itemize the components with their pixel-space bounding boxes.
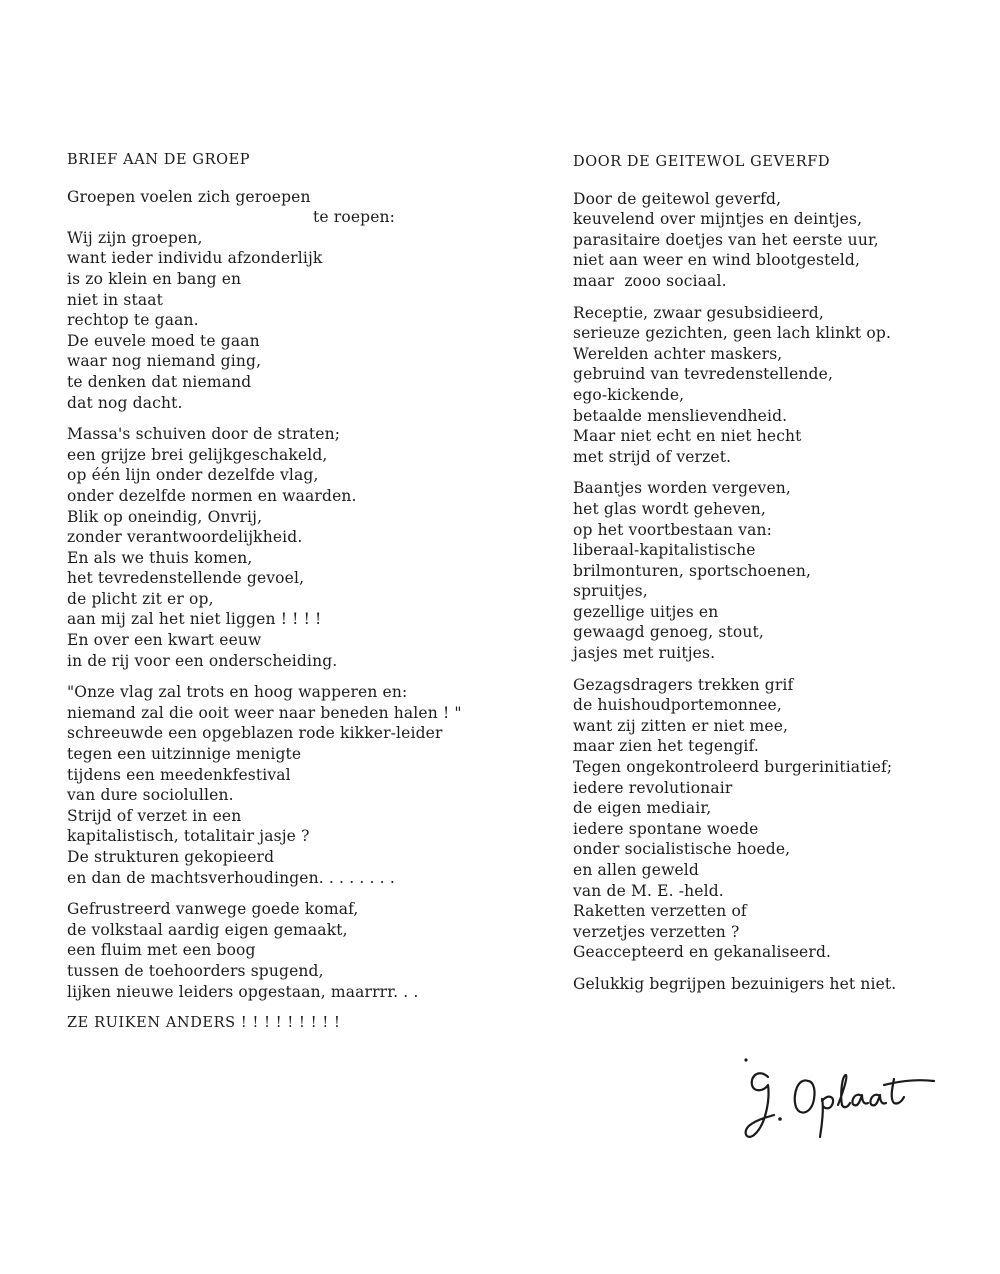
poem-line: van de M. E. -held. <box>573 881 724 900</box>
poem-line: Gefrustreerd vanwege goede komaf, <box>67 900 359 919</box>
poem-line: maar zien het tegengif. <box>573 737 759 756</box>
poem-line: Raketten verzetten of <box>573 902 747 921</box>
stanza <box>573 189 993 292</box>
poem-line: Maar niet echt en niet hecht <box>573 427 802 446</box>
poem-line: De strukturen gekopieerd <box>67 848 275 866</box>
poem-line: maar zooo sociaal. <box>573 271 727 290</box>
poem-line: en dan de machtsverhoudingen. . . . . . . . <box>67 868 395 887</box>
poem-brief-aan-de-groep <box>67 150 507 1034</box>
poem-line: Receptie, zwaar gesubsidieerd, <box>573 303 824 322</box>
poem-line: Werelden achter maskers, <box>573 344 783 363</box>
poem-line: tussen de toehoorders spugend, <box>67 961 324 980</box>
poem-line: tijdens een meedenkfestival <box>67 765 291 784</box>
poem-line: jasjes met ruitjes. <box>573 644 716 663</box>
poem-line: onder socialistische hoede, <box>573 840 791 859</box>
poem-body <box>67 187 507 1003</box>
poem-line: niet aan weer en wind blootgesteld, <box>573 251 861 270</box>
poem-line: rechtop te gaan. <box>67 311 199 330</box>
poem-line: kapitalistisch, totalitair jasje ? <box>67 827 310 846</box>
poem-line: serieuze gezichten, geen lach klinkt op. <box>573 324 892 343</box>
poem-line: op één lijn onder dezelfde vlag, <box>67 466 319 485</box>
poem-line: een grijze brei gelijkgeschakeld, <box>67 445 328 464</box>
poem-door-de-geitewol-geverfd <box>573 152 993 1006</box>
poem-line: op het voortbestaan van: <box>573 520 773 539</box>
poem-line: in de rij voor een onderscheiding. <box>67 651 338 670</box>
signature-strokes <box>744 1058 934 1137</box>
stanza <box>67 899 507 1002</box>
poem-line: ego-kickende, <box>573 385 685 404</box>
poem-line: aan mij zal het niet liggen ! ! ! ! <box>67 610 322 629</box>
poem-line: niet in staat <box>67 290 163 309</box>
poem-title: DOOR DE GEITEWOL GEVERFD <box>573 154 831 170</box>
poem-line: de volkstaal aardig eigen gemaakt, <box>67 920 348 939</box>
poem-line: En als we thuis komen, <box>67 548 253 567</box>
poem-line: gewaagd genoeg, stout, <box>573 623 764 642</box>
poem-line: iedere spontane woede <box>573 819 759 838</box>
stanza <box>67 682 507 888</box>
poem-line: onder dezelfde normen en waarden. <box>67 486 357 505</box>
poem-line: Baantjes worden vergeven, <box>573 479 791 498</box>
poem-line: liberaal-kapitalistische <box>573 541 756 560</box>
poem-line: de eigen mediair, <box>573 799 712 818</box>
poem-line: de plicht zit er op, <box>67 589 214 608</box>
stanza <box>67 187 507 414</box>
poem-line: Door de geitewol geverfd, <box>573 189 782 208</box>
poem-line: waar nog niemand ging, <box>67 352 262 371</box>
poem-line: met strijd of verzet. <box>573 447 732 466</box>
poem-closing-line: ZE RUIKEN ANDERS ! ! ! ! ! ! ! ! ! <box>67 1015 341 1032</box>
poem-line: lijken nieuwe leiders opgestaan, maarrrr. . . <box>67 982 419 1001</box>
signature-dot <box>744 1058 747 1061</box>
poem-line: zonder verantwoordelijkheid. <box>67 528 303 547</box>
poem-line: Groepen voelen zich geroepen <box>67 187 311 206</box>
poem-line: keuvelend over mijntjes en deintjes, <box>573 210 863 229</box>
poem-line: iedere revolutionair <box>573 778 733 797</box>
handwritten-signature <box>738 1055 938 1145</box>
poem-line: verzetjes verzetten ? <box>573 922 740 941</box>
poem-line: te roepen: <box>313 208 396 227</box>
poem-line: De euvele moed te gaan <box>67 331 260 350</box>
poem-line: gezellige uitjes en <box>573 602 719 621</box>
poem-line: gebruind van tevredenstellende, <box>573 365 834 384</box>
poem-line: schreeuwde een opgeblazen rode kikker-leider <box>67 724 443 743</box>
stanza <box>67 424 507 671</box>
poem-line: "Onze vlag zal trots en hoog wapperen en: <box>67 683 408 702</box>
poem-title: BRIEF AAN DE GROEP <box>67 152 251 168</box>
stanza <box>573 303 993 468</box>
poem-line: dat nog dacht. <box>67 393 183 412</box>
poem-line: want ieder individu afzonderlijk <box>67 249 323 268</box>
poem-line: Gezagsdragers trekken grif <box>573 675 794 694</box>
poem-line: spruitjes, <box>573 582 648 601</box>
poem-line: Strijd of verzet in een <box>67 806 242 825</box>
poem-line: een fluim met een boog <box>67 941 256 960</box>
poem-line: Blik op oneindig, Onvrij, <box>67 507 263 526</box>
poem-line: want zij zitten er niet mee, <box>573 716 789 735</box>
poem-line: het glas wordt geheven, <box>573 499 766 518</box>
poem-line: is zo klein en bang en <box>67 269 242 288</box>
poem-line: Massa's schuiven door de straten; <box>67 425 341 444</box>
poem-line: te denken dat niemand <box>67 372 252 391</box>
poem-line: parasitaire doetjes van het eerste uur, <box>573 230 879 249</box>
stanza <box>573 675 993 963</box>
poem-line: Wij zijn groepen, <box>67 228 203 247</box>
poem-line: van dure sociolullen. <box>67 786 234 805</box>
poem-line: en allen geweld <box>573 861 699 879</box>
poem-line: de huishoudportemonnee, <box>573 696 782 715</box>
poem-line: betaalde menslievendheid. <box>573 406 788 425</box>
stanza <box>573 974 993 995</box>
poem-line: Tegen ongekontroleerd burgerinitiatief; <box>573 758 893 777</box>
poem-line: niemand zal die ooit weer naar beneden halen ! " <box>67 703 462 722</box>
poem-body <box>573 189 993 995</box>
poem-line: Gelukkig begrijpen bezuinigers het niet. <box>573 974 897 993</box>
poem-line: tegen een uitzinnige menigte <box>67 745 302 764</box>
poem-line: Geaccepteerd en gekanaliseerd. <box>573 943 832 962</box>
stanza <box>573 478 993 663</box>
poem-line: het tevredenstellende gevoel, <box>67 569 305 588</box>
poem-line: En over een kwart eeuw <box>67 631 262 650</box>
poem-line: brilmonturen, sportschoenen, <box>573 561 812 580</box>
